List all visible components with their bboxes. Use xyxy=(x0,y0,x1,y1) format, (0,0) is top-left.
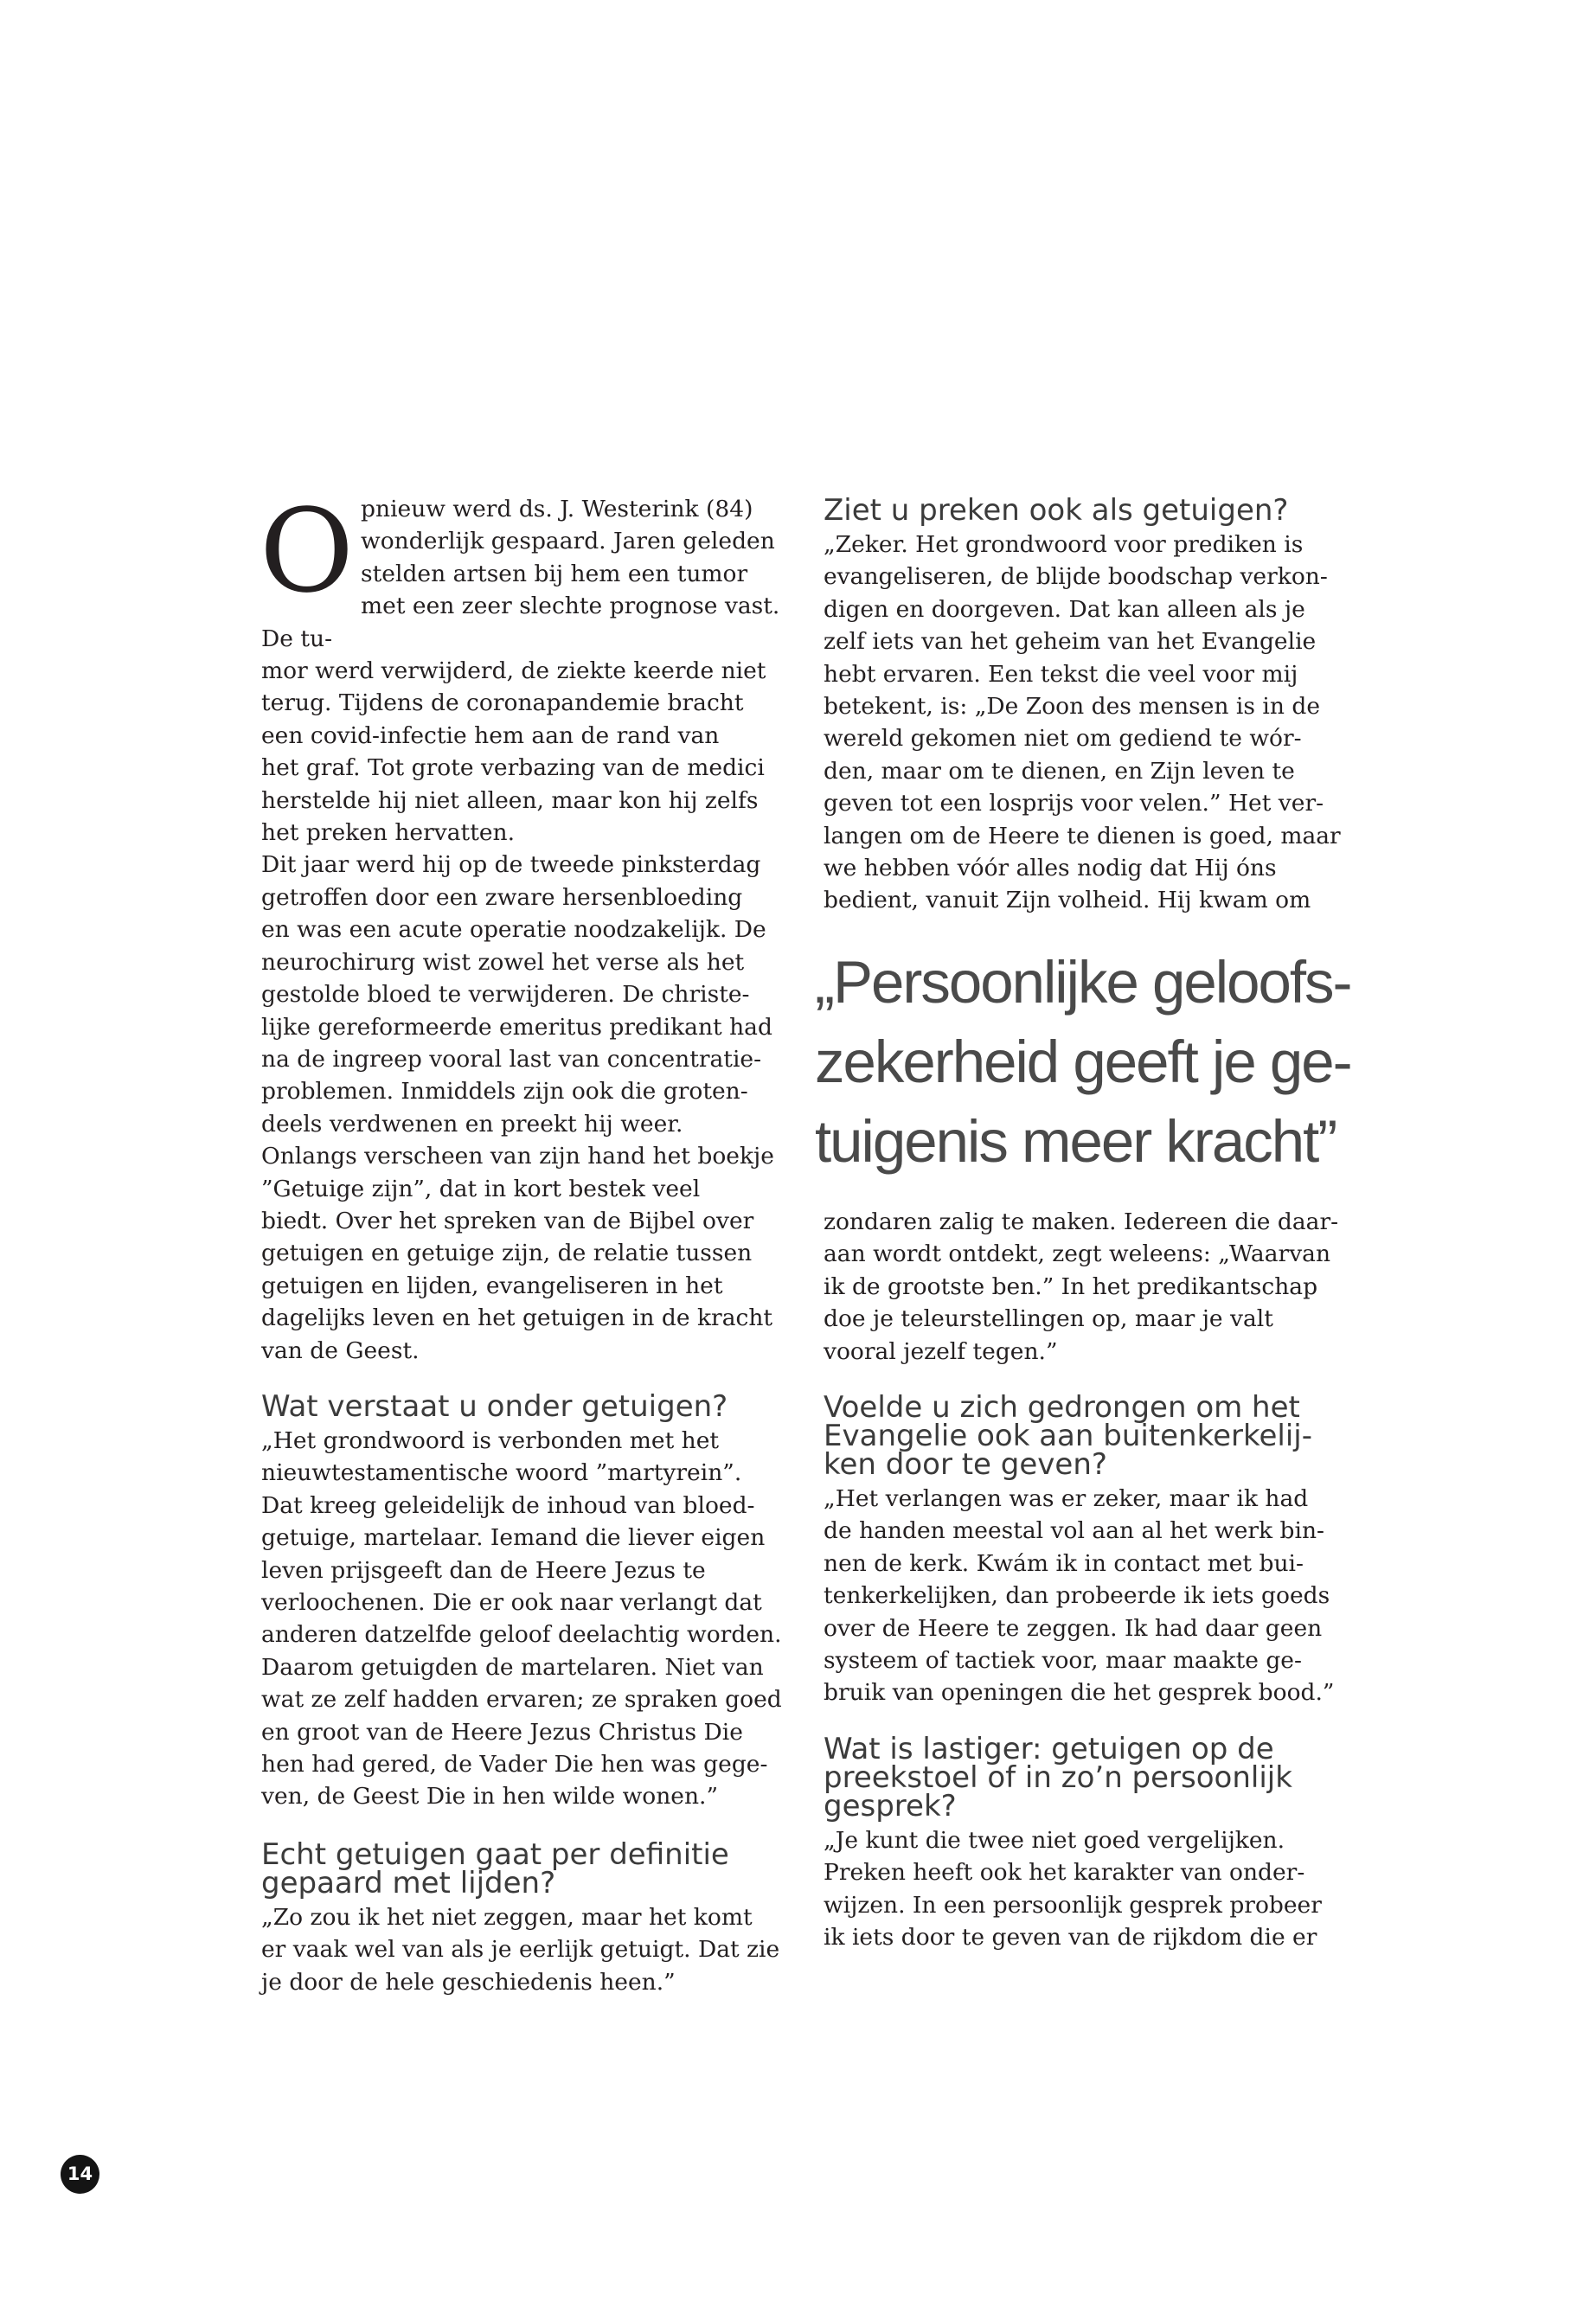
question-heading-5: Wat is lastiger: getuigen op de preekstoel of in zo’n persoonlijk gesprek? xyxy=(824,1731,1292,1823)
question-heading-2: Echt getuigen gaat per definitie gepaard met lijden? xyxy=(261,1836,729,1900)
question-heading-3: Ziet u preken ook als getuigen? xyxy=(824,493,1289,528)
intro-paragraph xyxy=(260,485,789,1367)
page-number-badge: 14 xyxy=(61,2155,99,2194)
question-heading-1: Wat verstaat u onder getuigen? xyxy=(261,1388,728,1424)
answer-paragraph-1: „Het grondwoord is verbonden met het nieuwtestamentische woord ”martyrein”. Dat kreeg geleidelijk de inhoud van bloed- getuige, martelaar. Iemand die liever eigen leven prijsgeeft dan de Heere Jezus te verloochenen. Die er ook naar verlangt dat anderen datzelfde geloof deelachtig worden. Daarom getuigden de martelaren. Niet van wat ze zelf hadden ervaren; ze spraken goed en groot van de Heere Jezus Christus Die hen had gered, de Vader Die hen was gege- ven, de Geest Die in hen wilde wonen.” xyxy=(261,1426,782,1811)
intro-text: pnieuw werd ds. J. Westerink (84) wonderlijk gespaard. Jaren geleden stelden artsen bij hem een tumor met een zeer slechte prognose vast. De tu- mor werd verwijderd, de ziekte keerde niet terug. Tijdens de coronapandemie bracht een covid-infectie hem aan de rand van het graf. Tot grote verbazing van de medici herstelde hij niet alleen, maar kon hij zelfs het preken hervatten. Dit jaar werd hij op de tweede pinksterdag getroffen door een zware hersenbloeding en was een acute operatie noodzakelijk. De neurochirurg wist zowel het verse als het gestolde bloed te verwijderen. De christe- lijke gereformeerde emeritus predikant had na de ingreep vooral last van concentratie- problemen. Inmiddels zijn ook die groten- deels verdwenen en preekt hij weer. Onlangs verscheen van zijn hand het boekje ”Getuige zijn”, dat in kort bestek veel biedt. Over het spreken van de Bijbel over getuigen en getuige zijn, de relatie tussen getuigen en lijden, evangeliseren in het dagelijks leven en het getuigen in de kracht van de Geest. xyxy=(261,496,780,1364)
answer-paragraph-5: „Je kunt die twee niet goed vergelijken. Preken heeft ook het karakter van onder- wijzen. In een persoonlijk gesprek probeer ik iets door te geven van de rijkdom die er xyxy=(824,1826,1322,1951)
drop-cap: O xyxy=(260,485,355,619)
answer-paragraph-3b: zondaren zalig te maken. Iedereen die daar- aan wordt ontdekt, zegt weleens: „Waarvan ik de grootste ben.” In het predikantschap doe je teleurstellingen op, maar je valt vooral jezelf tegen.” xyxy=(824,1208,1339,1365)
answer-paragraph-3a: „Zeker. Het grondwoord voor prediken is evangeliseren, de blijde boodschap verkon- digen en doorgeven. Dat kan alleen als je zelf iets van het geheim van het Evangelie hebt ervaren. Een tekst die veel voor mij betekent, is: „De Zoon des mensen is in de wereld gekomen niet om gediend te wór- den, maar om te dienen, en Zijn leven te geven tot een losprijs voor velen.” Het ver- langen om de Heere te dienen is goed, maar we hebben vóór alles nodig dat Hij óns bedient, vanuit Zijn volheid. Hij kwam om xyxy=(824,531,1341,914)
answer-paragraph-4: „Het verlangen was er zeker, maar ik had de handen meestal vol aan al het werk bin- nen de kerk. Kwám ik in contact met bui- tenkerkelijken, dan probeerde ik iets goeds over de Heere te zeggen. Ik had daar geen systeem of tactiek voor, maar maakte ge- bruik van openingen die het gesprek bood.” xyxy=(824,1484,1335,1707)
right-column xyxy=(815,493,1351,1953)
question-heading-4: Voelde u zich gedrongen om het Evangelie ook aan buitenkerkelij- ken door te geven? xyxy=(824,1389,1312,1482)
pull-quote: „Persoonlijke geloofs- zekerheid geeft je ge- tuigenis meer kracht” xyxy=(815,948,1351,1175)
left-column xyxy=(260,485,789,1998)
answer-paragraph-2: „Zo zou ik het niet zeggen, maar het komt er vaak wel van als je eerlijk getuigt. Dat zie je door de hele geschiedenis heen.” xyxy=(261,1903,780,1996)
